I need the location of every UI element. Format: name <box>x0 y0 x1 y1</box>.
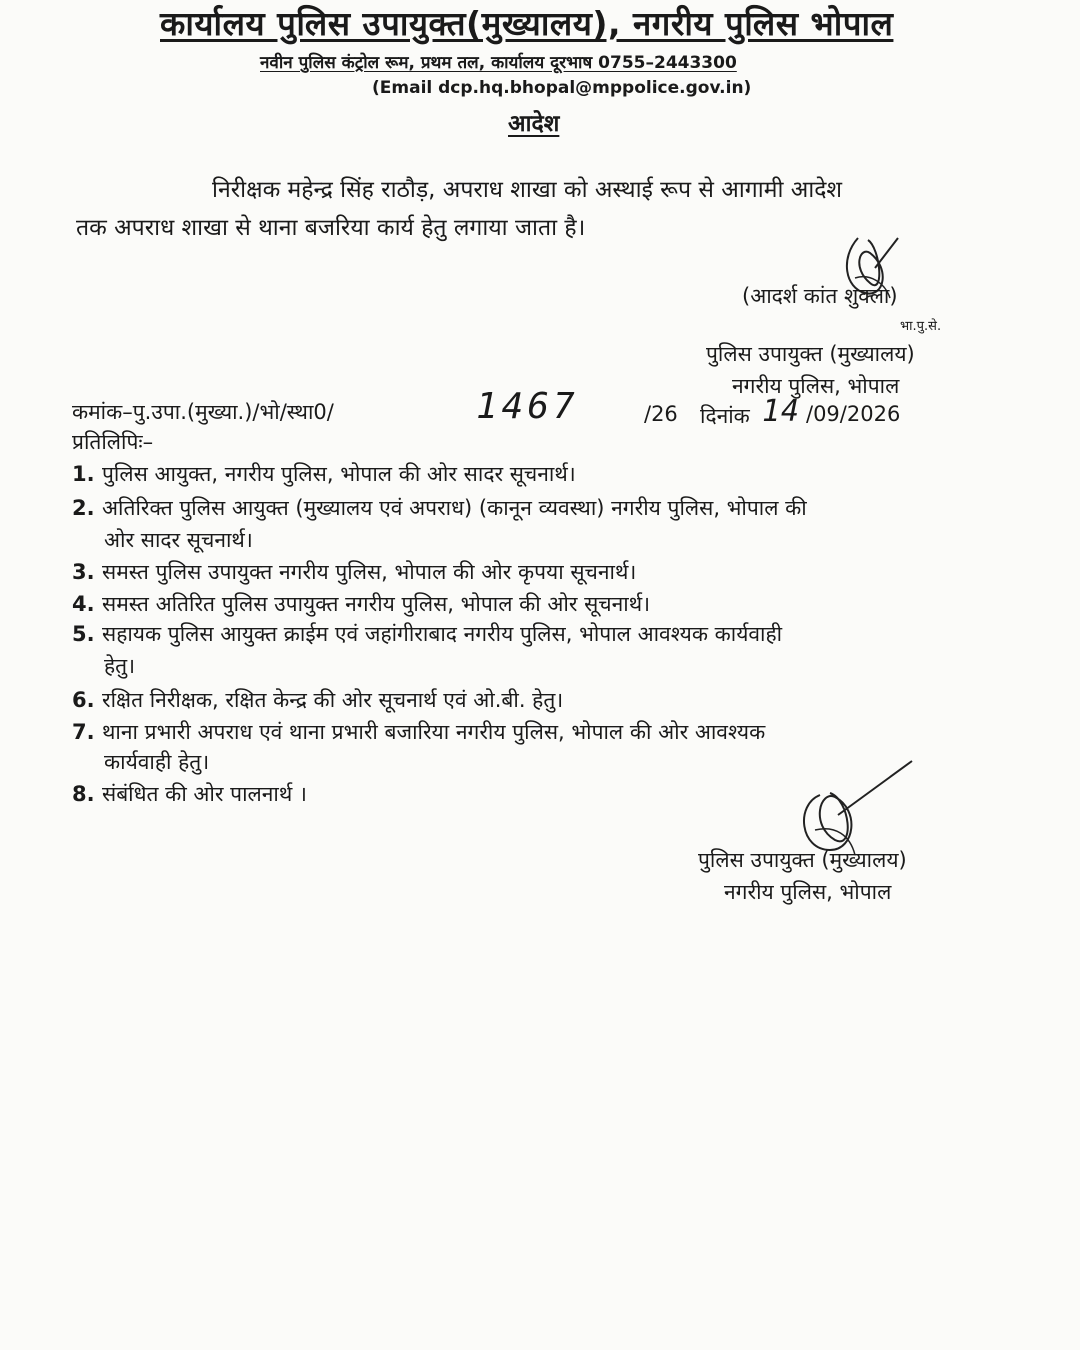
signatory-1-office: नगरीय पुलिस, भोपाल <box>732 374 900 398</box>
list-item: 5. सहायक पुलिस आयुक्त क्राईम एवं जहांगीराबाद नगरीय पुलिस, भोपाल आवश्यक कार्यवाही <box>72 622 783 646</box>
list-item: 2. अतिरिक्त पुलिस आयुक्त (मुख्यालय एवं अपराध) (कानून व्यवस्था) नगरीय पुलिस, भोपाल की <box>72 496 807 520</box>
list-item: 8. संबंधित की ओर पालनार्थ । <box>72 782 307 806</box>
order-title: आदेश <box>508 111 560 137</box>
reference-prefix: कमांक–पु.उपा.(मुख्या.)/भो/स्था0/ <box>72 400 334 424</box>
order-body-line-1: निरीक्षक महेन्द्र सिंह राठौड़, अपराध शाखा को अस्थाई रूप से आगामी आदेश <box>212 177 843 203</box>
reference-date-rest: /09/2026 <box>806 402 901 426</box>
office-email: (Email dcp.hq.bhopal@mppolice.gov.in) <box>372 78 752 98</box>
reference-handwritten-number: 1467 <box>476 386 579 427</box>
signatory-1-name: (आदर्श कांत शुक्ला) <box>742 284 898 308</box>
list-item-continuation: ओर सादर सूचनार्थ। <box>104 528 253 552</box>
list-item: 6. रक्षित निरीक्षक, रक्षित केन्द्र की ओर सूचनार्थ एवं ओ.बी. हेतु। <box>72 688 564 712</box>
signatory-2-designation: पुलिस उपायुक्त (मुख्यालय) <box>698 848 907 872</box>
reference-year: /26 <box>644 402 678 426</box>
signatory-2-office: नगरीय पुलिस, भोपाल <box>724 880 892 904</box>
copy-label: प्रतिलिपिः– <box>72 430 154 454</box>
list-item: 7. थाना प्रभारी अपराध एवं थाना प्रभारी बजारिया नगरीय पुलिस, भोपाल की ओर आवश्यक <box>72 720 766 744</box>
list-item-continuation: हेतु। <box>104 654 136 678</box>
list-item: 3. समस्त पुलिस उपायुक्त नगरीय पुलिस, भोपाल की ओर कृपया सूचनार्थ। <box>72 560 637 584</box>
signatory-1-service: भा.पु.से. <box>900 319 942 334</box>
reference-handwritten-day: 14 <box>762 394 801 429</box>
list-item: 1. पुलिस आयुक्त, नगरीय पुलिस, भोपाल की ओर सादर सूचनार्थ। <box>72 462 576 486</box>
order-body-line-2: तक अपराध शाखा से थाना बजरिया कार्य हेतु लगाया जाता है। <box>76 215 586 241</box>
signatory-1-designation: पुलिस उपायुक्त (मुख्यालय) <box>706 342 915 366</box>
reference-date-label: दिनांक <box>700 404 750 428</box>
office-address: नवीन पुलिस कंट्रोल रूम, प्रथम तल, कार्यालय दूरभाष 0755–2443300 <box>260 53 737 73</box>
list-item-continuation: कार्यवाही हेतु। <box>104 750 210 774</box>
office-title: कार्यालय पुलिस उपायुक्त(मुख्यालय), नगरीय पुलिस भोपाल <box>160 4 894 43</box>
list-item: 4. समस्त अतिरित पुलिस उपायुक्त नगरीय पुलिस, भोपाल की ओर सूचनार्थ। <box>72 592 651 616</box>
